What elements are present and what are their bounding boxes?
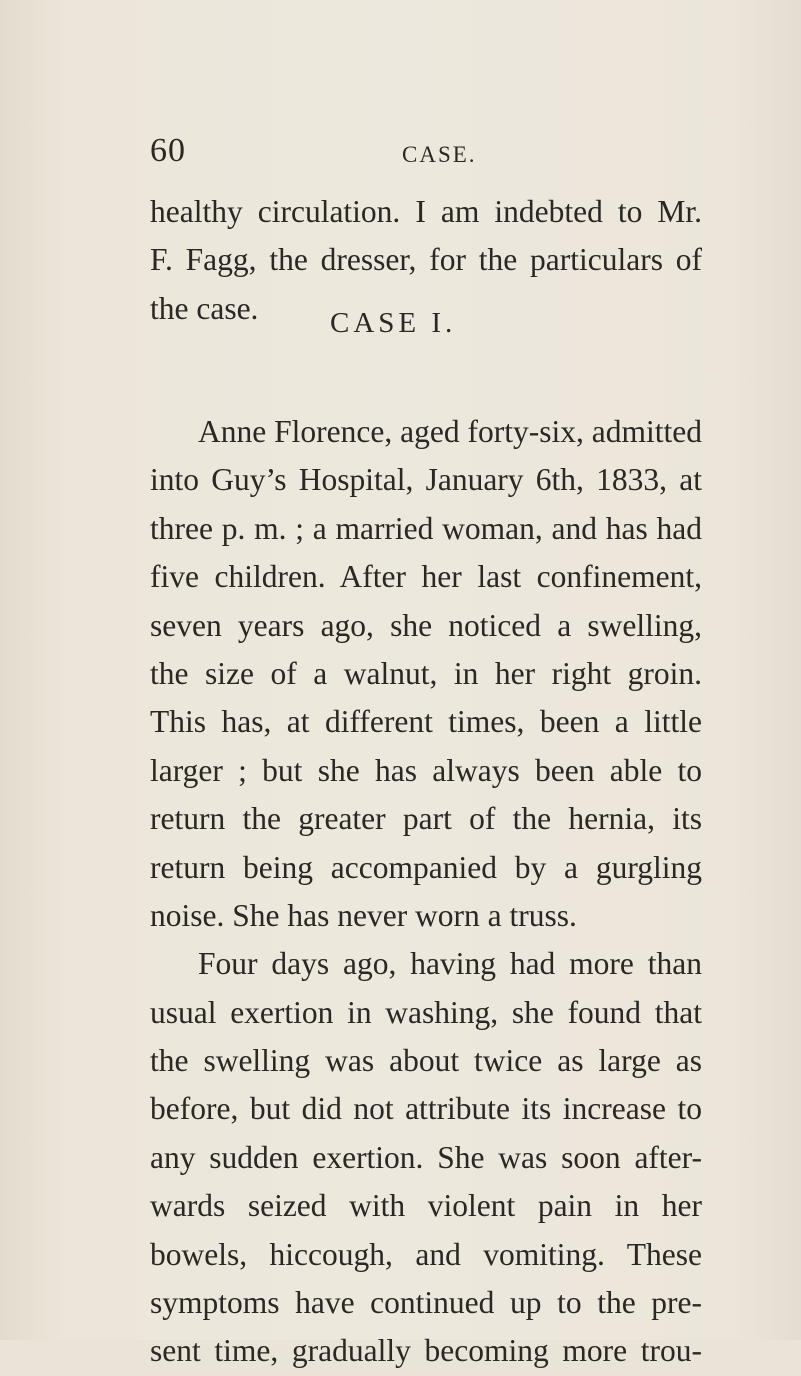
text-line: F. Fagg, the dresser, for the particulars of xyxy=(150,242,702,278)
text-line: Four days ago, having had more than xyxy=(198,946,702,982)
text-line: bowels, hiccough, and vomiting. These xyxy=(150,1236,702,1272)
text-line: any sudden exertion. She was soon after- xyxy=(150,1139,702,1175)
text-line: three p. m. ; a married woman, and has had xyxy=(150,510,702,546)
text-line: noise. She has never worn a truss. xyxy=(150,897,577,933)
page-number: 60 xyxy=(150,132,186,169)
text-line: symptoms have continued up to the pre- xyxy=(150,1285,702,1321)
text-line: healthy circulation. I am indebted to Mr. xyxy=(150,194,702,229)
text-line: This has, at different times, been a little xyxy=(150,704,702,740)
text-line: Anne Florence, aged forty-six, admitted xyxy=(198,414,702,449)
text-line: return being accompanied by a gurgling xyxy=(150,849,702,885)
case-paragraphs xyxy=(150,408,702,1376)
text-line: into Guy’s Hospital, January 6th, 1833, at xyxy=(150,462,702,498)
text-line: larger ; but she has always been able to xyxy=(150,752,702,788)
section-heading: CASE I. xyxy=(330,307,457,339)
running-title: CASE. xyxy=(402,142,477,167)
text-line: five children. After her last confinement, xyxy=(150,559,702,595)
text-line: seven years ago, she noticed a swelling, xyxy=(150,607,702,643)
text-line: the size of a walnut, in her right groin. xyxy=(150,655,702,691)
text-line: wards seized with violent pain in her xyxy=(150,1188,702,1224)
text-line: return the greater part of the hernia, its xyxy=(150,801,702,837)
text-line: usual exertion in washing, she found that xyxy=(150,994,702,1030)
text-line: the swelling was about twice as large as xyxy=(150,1043,702,1079)
text-line: the case. xyxy=(150,290,259,326)
text-line: before, but did not attribute its increase to xyxy=(150,1091,702,1127)
running-head xyxy=(150,132,710,172)
text-line: sent time, gradually becoming more trou- xyxy=(150,1333,702,1369)
